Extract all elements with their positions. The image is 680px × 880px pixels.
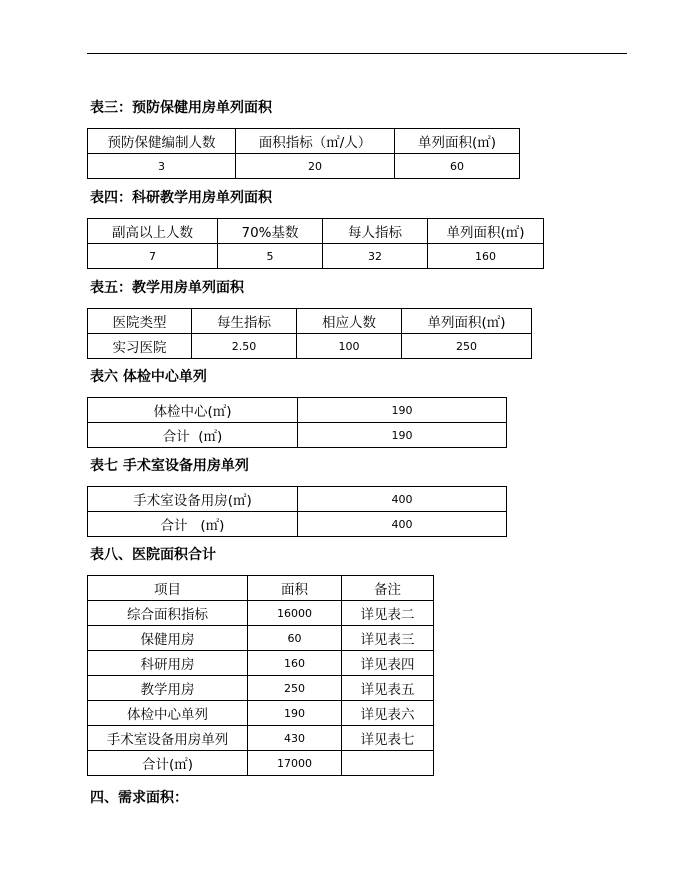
table-header-cell: 70%基数 <box>218 219 323 244</box>
table-cell: 5 <box>218 244 323 269</box>
table-cell: 详见表六 <box>342 701 434 726</box>
table-cell: 手术室设备用房(㎡) <box>88 487 298 512</box>
table-cell: 100 <box>297 334 402 359</box>
table8-heading: 表八、医院面积合计 <box>90 547 216 563</box>
table-cell: 60 <box>248 626 342 651</box>
table-cell: 400 <box>298 512 507 537</box>
table-header-cell: 单列面积(㎡) <box>428 219 544 244</box>
table-header-cell: 每人指标 <box>323 219 428 244</box>
table-cell: 250 <box>248 676 342 701</box>
table-row <box>88 512 507 537</box>
table-cell: 250 <box>402 334 532 359</box>
table-row <box>88 423 507 448</box>
table-row <box>88 154 520 179</box>
table-cell: 20 <box>236 154 395 179</box>
table-header-row <box>88 309 532 334</box>
table-header-cell: 相应人数 <box>297 309 402 334</box>
table-cell: 综合面积指标 <box>88 601 248 626</box>
table-header-cell: 备注 <box>342 576 434 601</box>
table-row <box>88 626 434 651</box>
table-cell: 手术室设备用房单列 <box>88 726 248 751</box>
table-cell <box>342 751 434 776</box>
section4-heading: 四、需求面积： <box>90 790 188 806</box>
table6-physical-exam-center <box>87 397 507 448</box>
table3-preventive-health <box>87 128 520 179</box>
table-header-row <box>88 129 520 154</box>
table-cell: 160 <box>428 244 544 269</box>
table4-heading: 表四：科研教学用房单列面积 <box>90 190 272 206</box>
table5-teaching <box>87 308 532 359</box>
table-cell: 合计 (㎡) <box>88 512 298 537</box>
table4-research-teaching <box>87 218 544 269</box>
table-header-cell: 面积 <box>248 576 342 601</box>
table-cell: 详见表五 <box>342 676 434 701</box>
table-row <box>88 601 434 626</box>
table-cell: 17000 <box>248 751 342 776</box>
table7-operating-room <box>87 486 507 537</box>
table-cell: 科研用房 <box>88 651 248 676</box>
table-header-cell: 单列面积(㎡) <box>402 309 532 334</box>
table5-heading: 表五：教学用房单列面积 <box>90 280 244 296</box>
table-header-cell: 医院类型 <box>88 309 192 334</box>
table-header-cell: 项目 <box>88 576 248 601</box>
table-row <box>88 398 507 423</box>
table3-heading: 表三：预防保健用房单列面积 <box>90 100 272 116</box>
table-cell: 3 <box>88 154 236 179</box>
table-cell: 160 <box>248 651 342 676</box>
table-header-cell: 面积指标（㎡/人） <box>236 129 395 154</box>
table8-hospital-area-total <box>87 575 434 776</box>
table-row <box>88 487 507 512</box>
table-cell: 16000 <box>248 601 342 626</box>
table-cell: 体检中心(㎡) <box>88 398 298 423</box>
table-cell: 保健用房 <box>88 626 248 651</box>
table-cell: 体检中心单列 <box>88 701 248 726</box>
table-row <box>88 676 434 701</box>
table-header-cell: 预防保健编制人数 <box>88 129 236 154</box>
table-header-row <box>88 219 544 244</box>
table6-heading: 表六 体检中心单列 <box>90 369 207 385</box>
table-cell: 190 <box>298 423 507 448</box>
table-header-cell: 每生指标 <box>192 309 297 334</box>
table-cell: 60 <box>395 154 520 179</box>
table-header-cell: 副高以上人数 <box>88 219 218 244</box>
table-header-row <box>88 576 434 601</box>
table-cell: 合计(㎡) <box>88 751 248 776</box>
table-cell: 详见表三 <box>342 626 434 651</box>
table-cell: 190 <box>248 701 342 726</box>
table-cell: 教学用房 <box>88 676 248 701</box>
table-row <box>88 334 532 359</box>
table-cell: 合计 (㎡) <box>88 423 298 448</box>
table-cell: 400 <box>298 487 507 512</box>
header-rule <box>87 53 627 54</box>
table-cell: 7 <box>88 244 218 269</box>
table-row <box>88 701 434 726</box>
table7-heading: 表七 手术室设备用房单列 <box>90 458 249 474</box>
table-cell: 32 <box>323 244 428 269</box>
table-cell: 详见表四 <box>342 651 434 676</box>
table-cell: 2.50 <box>192 334 297 359</box>
table-cell: 190 <box>298 398 507 423</box>
table-cell: 实习医院 <box>88 334 192 359</box>
table-row <box>88 651 434 676</box>
table-row <box>88 244 544 269</box>
table-header-cell: 单列面积(㎡) <box>395 129 520 154</box>
table-cell: 详见表七 <box>342 726 434 751</box>
table-cell: 详见表二 <box>342 601 434 626</box>
table-row <box>88 751 434 776</box>
table-cell: 430 <box>248 726 342 751</box>
table-row <box>88 726 434 751</box>
